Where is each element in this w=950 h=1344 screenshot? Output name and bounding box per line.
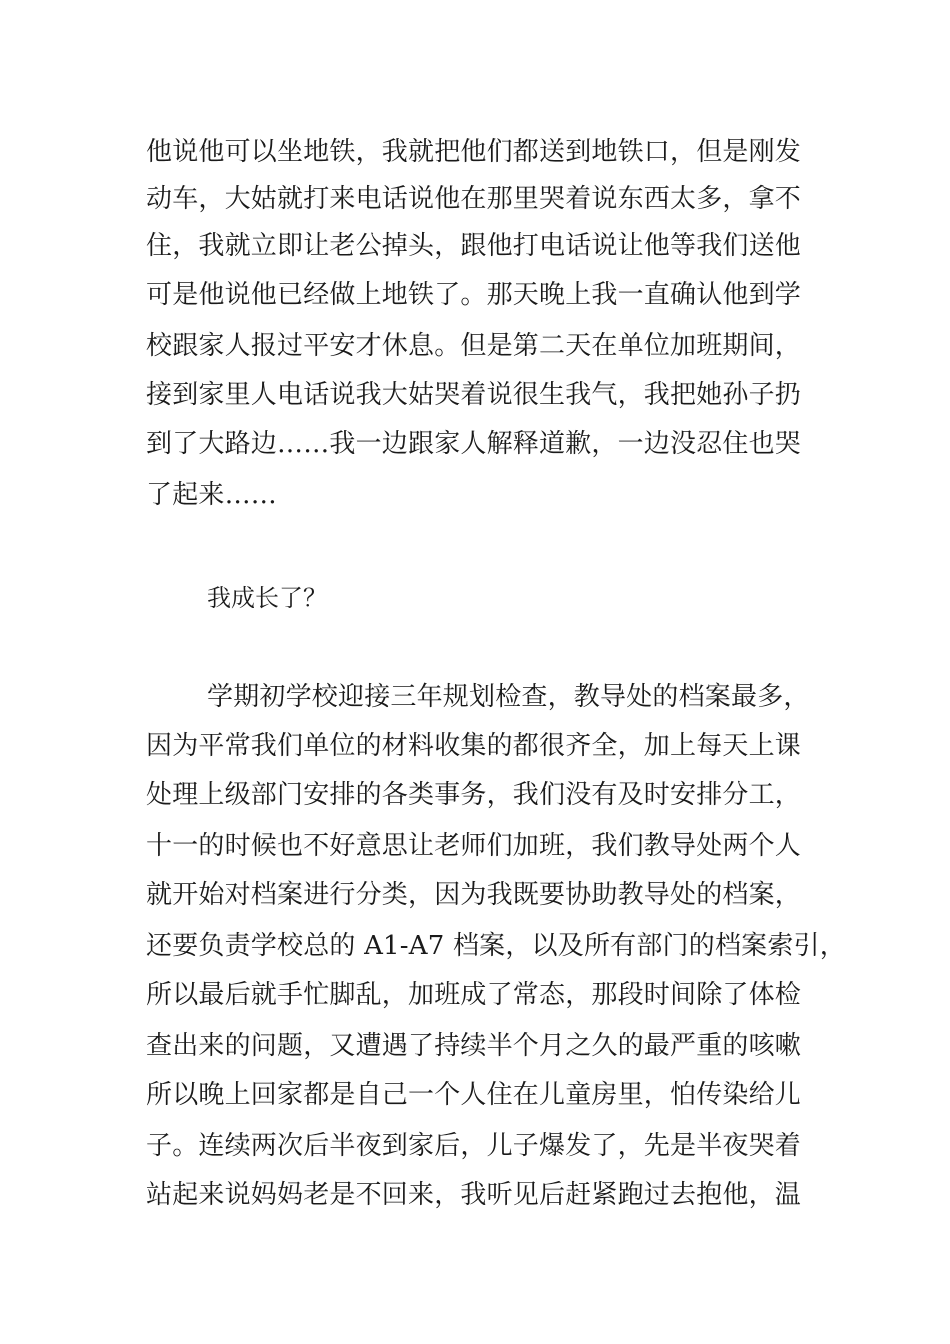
paragraph-line: 学期初学校迎接三年规划检查，教导处的档案最多， xyxy=(207,682,810,712)
paragraph-line: 他说他可以坐地铁，我就把他们都送到地铁口，但是刚发 xyxy=(146,137,802,167)
paragraph-line: 所以最后就手忙脚乱，加班成了常态，那段时间除了体检 xyxy=(146,980,802,1010)
paragraph-line: 因为平常我们单位的材料收集的都很齐全，加上每天上课 xyxy=(146,731,802,761)
paragraph-line: 住，我就立即让老公掉头，跟他打电话说让他等我们送他 xyxy=(146,231,802,261)
paragraph-line: 处理上级部门安排的各类事务，我们没有及时安排分工， xyxy=(146,780,802,810)
paragraph-line: 就开始对档案进行分类，因为我既要协助教导处的档案， xyxy=(146,880,802,910)
paragraph-line: 子。连续两次后半夜到家后，儿子爆发了，先是半夜哭着 xyxy=(146,1131,802,1161)
paragraph-line: 可是他说他已经做上地铁了。那天晚上我一直确认他到学 xyxy=(146,280,802,310)
paragraph-line: 到了大路边……我一边跟家人解释道歉，一边没忍住也哭 xyxy=(146,429,802,459)
paragraph-line: 站起来说妈妈老是不回来，我听见后赶紧跑过去抱他，温 xyxy=(146,1180,802,1210)
paragraph-line: 还要负责学校总的 A1-A7 档案，以及所有部门的档案索引， xyxy=(146,931,846,961)
paragraph-line: 接到家里人电话说我大姑哭着说很生我气，我把她孙子扔 xyxy=(146,380,802,410)
section-heading: 我成长了？ xyxy=(207,584,327,612)
paragraph-line: 动车，大姑就打来电话说他在那里哭着说东西太多，拿不 xyxy=(146,184,802,214)
paragraph-line: 了起来…… xyxy=(146,480,278,510)
paragraph-line: 十一的时候也不好意思让老师们加班，我们教导处两个人 xyxy=(146,831,802,861)
paragraph-line: 所以晚上回家都是自己一个人住在儿童房里，怕传染给儿 xyxy=(146,1080,802,1110)
paragraph-line: 查出来的问题，又遭遇了持续半个月之久的最严重的咳嗽 xyxy=(146,1031,802,1061)
paragraph-line: 校跟家人报过平安才休息。但是第二天在单位加班期间， xyxy=(146,331,802,361)
